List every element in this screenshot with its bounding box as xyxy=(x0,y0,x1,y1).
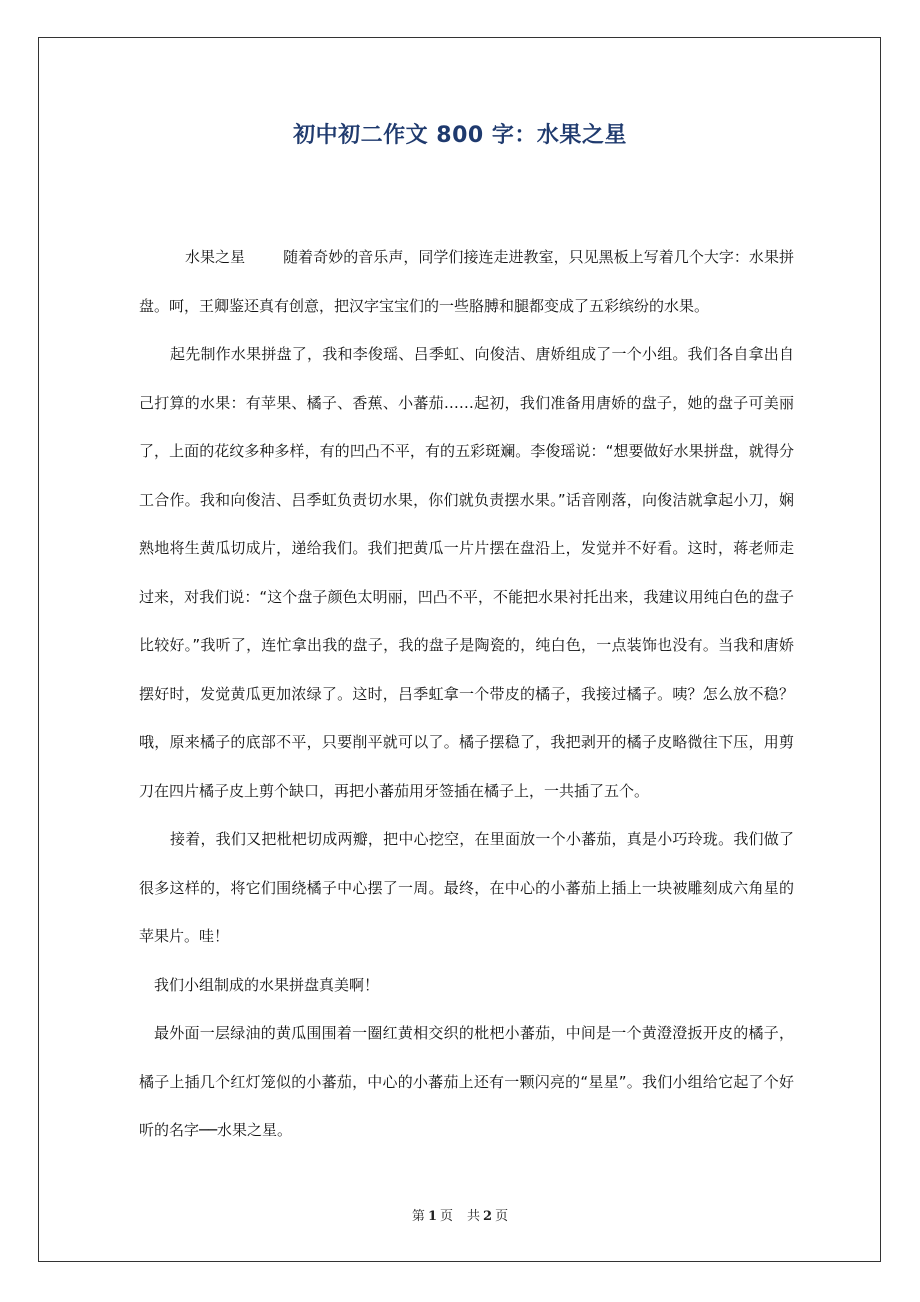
total-pages: 2 xyxy=(483,1209,493,1224)
page-suffix: 页 xyxy=(439,1209,453,1224)
lead-label: 水果之星 xyxy=(185,248,246,266)
page-prefix: 第 xyxy=(411,1209,425,1224)
page-footer xyxy=(0,1205,920,1224)
paragraph-2: 起先制作水果拼盘了，我和李俊瑶、吕季虹、向俊洁、唐娇组成了一个小组。我们各自拿出自己打算的水果：有苹果、橘子、香蕉、小蕃茄……起初，我们准备用唐娇的盘子，她的盘子可美丽了，上面的花纹多种多样，有的凹凸不平，有的五彩斑斓。李俊瑶说：“想要做好水果拼盘，就得分工合作。我和向俊洁、吕季虹负责切水果，你们就负责摆水果。”话音刚落，向俊洁就拿起小刀，娴熟地将生黄瓜切成片，递给我们。我们把黄瓜一片片摆在盘沿上，发觉并不好看。这时，蒋老师走过来，对我们说：“这个盘子颜色太明丽，凹凸不平，不能把水果衬托出来，我建议用纯白色的盘子比较好。”我听了，连忙拿出我的盘子，我的盘子是陶瓷的，纯白色，一点装饰也没有。当我和唐娇摆好时，发觉黄瓜更加浓绿了。这时，吕季虹拿一个带皮的橘子，我接过橘子。咦？怎么放不稳？哦，原来橘子的底部不平，只要削平就可以了。橘子摆稳了，我把剥开的橘子皮略微往下压，用剪刀在四片橘子皮上剪个缺口，再把小蕃茄用牙签插在橘子上，一共插了五个。 xyxy=(139,345,794,800)
total-suffix: 页 xyxy=(495,1209,509,1224)
page-number: 1 xyxy=(427,1209,437,1224)
paragraph-3: 接着，我们又把枇杷切成两瓣，把中心挖空，在里面放一个小蕃茄，真是小巧玲珑。我们做了很多这样的，将它们围绕橘子中心摆了一周。最终，在中心的小蕃茄上插上一块被雕刻成六角星的苹果片。哇！ xyxy=(139,830,794,945)
paragraph-1-text: 随着奇妙的音乐声，同学们接连走进教室，只见黑板上写着几个大字：水果拼盘。呵，王卿鉴还真有创意，把汉字宝宝们的一些胳膊和腿都变成了五彩缤纷的水果。 xyxy=(139,248,794,315)
paragraph-5: 最外面一层绿油的黄瓜围围着一圈红黄相交织的枇杷小蕃茄，中间是一个黄澄澄扳开皮的橘子，橘子上插几个红灯笼似的小蕃茄，中心的小蕃茄上还有一颗闪亮的“星星”。我们小组给它起了个好听的名字──水果之星。 xyxy=(139,1024,794,1139)
document-title: 初中初二作文 800 字：水果之星 xyxy=(293,123,627,148)
paragraph-1 xyxy=(139,233,794,330)
paragraph-4: 我们小组制成的水果拼盘真美啊！ xyxy=(154,975,380,994)
total-prefix: 共 xyxy=(467,1209,481,1224)
article-body xyxy=(139,233,794,1155)
